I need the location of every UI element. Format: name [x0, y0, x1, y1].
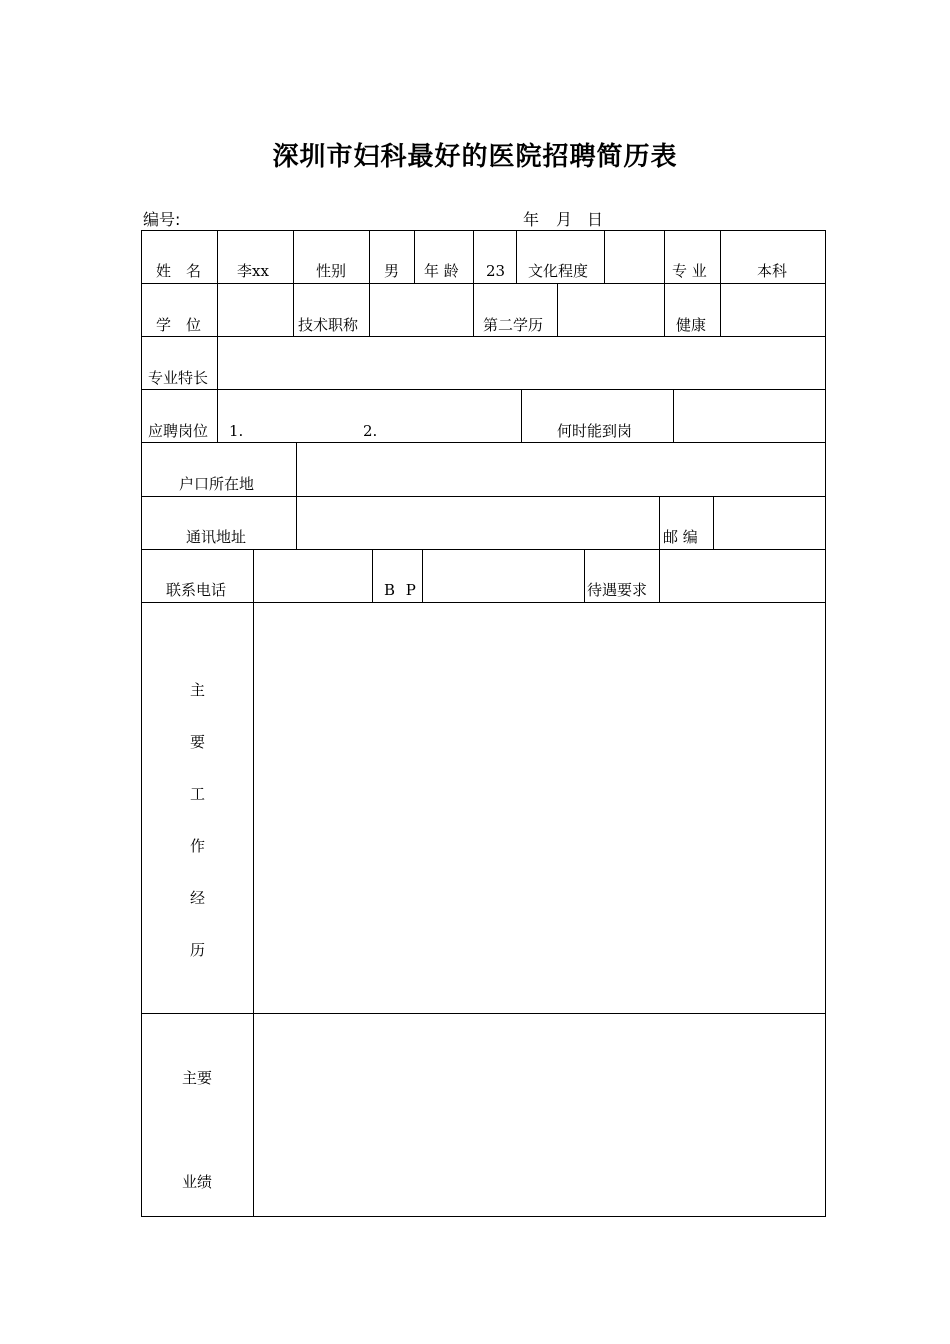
experience-label-char: 主 — [190, 681, 206, 699]
page-title: 深圳市妇科最好的医院招聘简历表 — [272, 142, 678, 172]
postcode-label: 邮 编 — [663, 528, 698, 546]
degree-label: 学 位 — [156, 316, 202, 334]
month-label: 月 — [556, 210, 573, 229]
experience-label-char: 工 — [190, 785, 206, 803]
name-label: 姓 名 — [156, 262, 202, 280]
address-label: 通讯地址 — [186, 528, 247, 546]
achievements-field[interactable] — [258, 1019, 818, 1209]
experience-label-char: 经 — [190, 889, 206, 907]
experience-label-char: 作 — [190, 837, 206, 855]
second-degree-label: 第二学历 — [483, 316, 544, 334]
bp-label: B P — [384, 581, 419, 599]
tech-title-label: 技术职称 — [298, 316, 359, 334]
achievements-label-bottom: 业绩 — [182, 1173, 213, 1191]
number-label: 编号: — [143, 210, 181, 229]
position-1-value[interactable]: 1. — [229, 422, 244, 440]
health-label: 健康 — [676, 316, 707, 334]
experience-field[interactable] — [258, 609, 818, 1007]
achievements-label-top: 主要 — [182, 1069, 213, 1087]
phone-label: 联系电话 — [166, 581, 227, 599]
experience-label-char: 要 — [190, 733, 206, 751]
year-label: 年 — [523, 210, 540, 229]
arrival-label: 何时能到岗 — [557, 422, 633, 440]
position-label: 应聘岗位 — [148, 422, 209, 440]
age-value[interactable]: 23 — [486, 262, 506, 280]
gender-label: 性别 — [316, 262, 347, 280]
day-label: 日 — [587, 210, 604, 229]
specialty-label: 专业特长 — [148, 369, 209, 387]
salary-label: 待遇要求 — [587, 581, 648, 599]
position-2-value[interactable]: 2. — [363, 422, 378, 440]
major-value[interactable]: 本科 — [757, 262, 788, 280]
age-label: 年 龄 — [424, 262, 459, 280]
gender-value[interactable]: 男 — [384, 262, 400, 280]
name-value[interactable]: 李xx — [237, 262, 269, 280]
household-label: 户口所在地 — [179, 475, 255, 493]
experience-label-char: 历 — [190, 941, 206, 959]
major-label: 专 业 — [672, 262, 707, 280]
resume-form — [141, 230, 826, 1217]
education-label: 文化程度 — [528, 262, 589, 280]
